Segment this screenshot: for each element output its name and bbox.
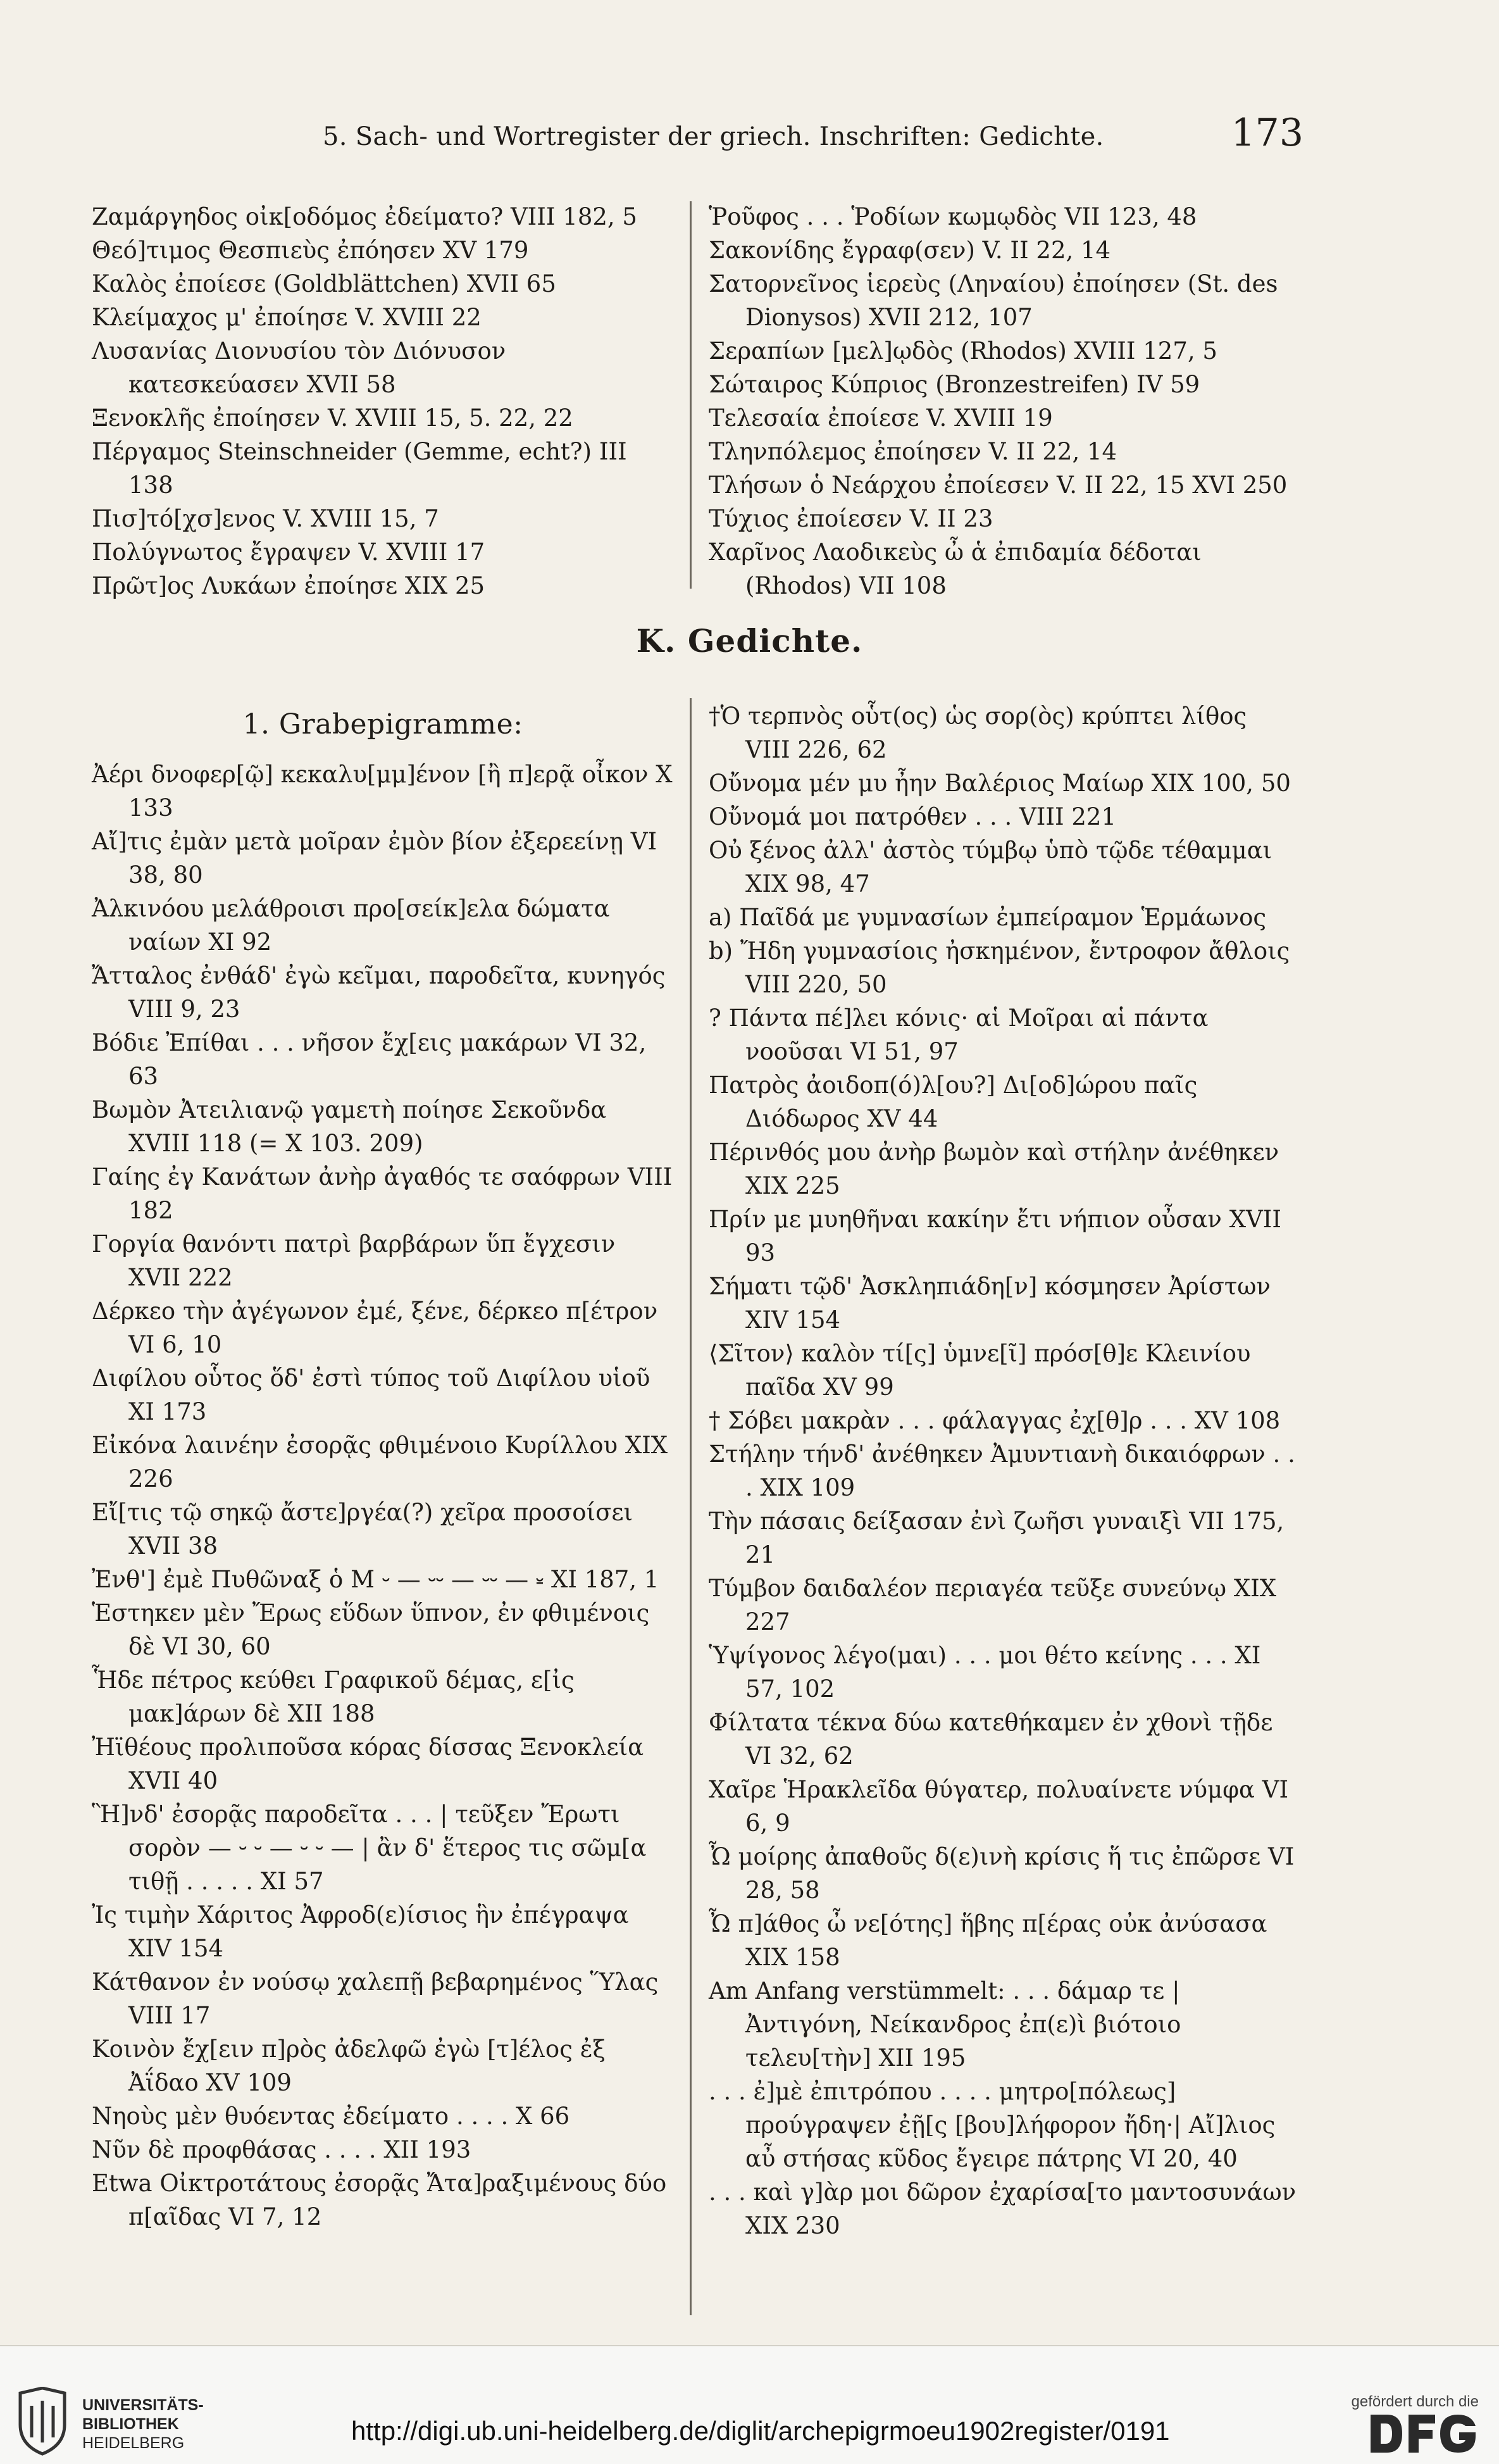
library-name-line: BIBLIOTHEK	[82, 2415, 179, 2433]
index-entry: † Σόβει μακρὰν . . . φάλαγγας ἐχ[θ]ρ . . . XV 108	[709, 1407, 1281, 1434]
page-header	[190, 111, 1303, 161]
index-entry: Εἴ[τις τῷ σηκῷ ἄστε]ργέα(?) χεῖρα προσοίσει XVII 38	[92, 1499, 633, 1560]
index-entry: Ἧδε πέτρος κεύθει Γραφικοῦ δέμας, ε[ἰς μακ]άρων δὲ XII 188	[92, 1667, 575, 1727]
page-number: 173	[1231, 111, 1303, 155]
index-entry: Βωμὸν Ἀτειλιανῷ γαμετὴ ποίησε Σεκοῦνδα XVIII 118 (= X 103. 209)	[92, 1096, 607, 1157]
column-divider-bottom	[690, 698, 692, 2315]
index-entry: †Ὁ τερπνὸς οὗτ(ος) ὡς σορ(ὸς) κρύπτει λίθος VIII 226, 62	[709, 703, 1247, 763]
index-entry: Οὔνομά μοι πατρόθεν . . . VIII 221	[709, 803, 1116, 830]
index-entry: Χαρῖνος Λαοδικεὺς ὦ ἁ ἐπιδαμία δέδοται (Rhodos) VII 108	[709, 539, 1202, 599]
library-name	[82, 2396, 204, 2453]
index-entry: Πατρὸς ἀοιδοπ(ό)λ[ου?] Δι[οδ]ώρου παῖς Διόδωρος XV 44	[709, 1072, 1198, 1132]
index-entry: Εἰκόνα λαινέην ἐσορᾷς φθιμένοιο Κυρίλλου XIX 226	[92, 1432, 668, 1492]
index-column-bottom-right	[709, 699, 1297, 2242]
index-entry: Ὦ π]άθος ὦ νε[ότης] ἥβης π[έρας οὐκ ἀνύσασα XIX 158	[709, 1910, 1267, 1971]
dfg-logo-icon	[1368, 2411, 1479, 2456]
running-title: 5. Sach- und Wortregister der griech. Inschriften: Gedichte.	[323, 122, 1104, 151]
index-entry: Τύμβον δαιδαλέον περιαγέα τεῦξε συνεύνῳ XIX 227	[709, 1575, 1277, 1635]
index-entry: Σεραπίων [μελ]ῳδὸς (Rhodos) XVIII 127, 5	[709, 337, 1217, 365]
index-column-top-right	[709, 200, 1297, 603]
index-entry: Γαίης ἐγ Κανάτων ἀνὴρ ἀγαθός τε σαόφρων VIII 182	[92, 1163, 673, 1224]
index-entry: Νηοὺς μὲν θυόεντας ἐδείματο . . . . X 66	[92, 2103, 570, 2130]
index-entry: ⟨Σῖτον⟩ καλὸν τί[ς] ὑμνε[ῖ] πρόσ[θ]ε Κλεινίου παῖδα XV 99	[709, 1340, 1251, 1401]
index-entry: Οὐ ξένος ἀλλ' ἀστὸς τύμβῳ ὑπὸ τῷδε τέθαμμαι XIX 98, 47	[709, 837, 1272, 897]
index-entry: Am Anfang verstümmelt: . . . δάμαρ τε | Ἀντιγόνη, Νείκανδρος ἐπ(ε)ὶ βιότοιο τελευ[τὴν] XII 195	[709, 1977, 1181, 2072]
heidelberg-library-logo-icon	[14, 2387, 71, 2456]
index-entry: Ξενοκλῆς ἐποίησεν V. XVIII 15, 5. 22, 22	[92, 404, 573, 432]
index-entry: Σατορνεῖνος ἱερεὺς (Ληναίου) ἐποίησεν (St. des Dionysos) XVII 212, 107	[709, 270, 1278, 331]
index-entry: Στήλην τήνδ' ἀνέθηκεν Ἀμυντιανὴ δικαιόφρων . . . XIX 109	[709, 1441, 1295, 1501]
index-entry: Κλείμαχος μ' ἐποίησε V. XVIII 22	[92, 304, 482, 331]
subsection-title: 1. Grabepigramme:	[242, 708, 523, 741]
index-entry: Ζαμάργηδος οἰκ[οδόμος ἐδείματο? VIII 182, 5	[92, 203, 637, 230]
index-entry: Θεό]τιμος Θεσπιεὺς ἐπόησεν XV 179	[92, 237, 529, 264]
index-entry: Etwa Οἰκτροτάτους ἐσορᾷς Ἄτα]ραξιμένους δύο π[αῖδας VI 7, 12	[92, 2170, 667, 2230]
index-entry: Ἠϊθέους προλιποῦσα κόρας δίσσας Ξενοκλεία XVII 40	[92, 1734, 644, 1794]
index-entry: . . . καὶ γ]ὰρ μοι δῶρον ἐχαρίσα[το μαντοσυνάων XIX 230	[709, 2179, 1297, 2239]
index-entry: Κοινὸν ἔχ[ειν π]ρὸς ἀδελφῶ ἐγὼ [τ]έλος ἐξ Ἀΐδαο XV 109	[92, 2036, 606, 2096]
index-entry: Καλὸς ἐποίεσε (Goldblättchen) XVII 65	[92, 270, 556, 297]
index-entry: Γοργία θανόντι πατρὶ βαρβάρων ὕπ ἔγχεσιν XVII 222	[92, 1230, 616, 1291]
index-entry: Τύχιος ἐποίεσεν V. II 23	[709, 505, 993, 532]
index-entry: Ὑψίγονος λέγο(μαι) . . . μοι θέτο κείνης . . . XI 57, 102	[709, 1642, 1261, 1703]
library-name-line: UNIVERSITÄTS-	[82, 2396, 204, 2414]
library-name-line: HEIDELBERG	[82, 2434, 185, 2452]
index-entry: Τλήσων ὁ Νεάρχου ἐποίεσεν V. II 22, 15 XVI 250	[709, 472, 1288, 499]
index-entry: Ἀλκινόου μελάθροισι προ[σείκ]ελα δώματα ναίων XI 92	[92, 895, 610, 956]
index-entry: Ἐνθ'] ἐμὲ Πυθῶναξ ὁ Μ ⏑ — ⏑⏑ — ⏑⏑ — ⏓ XI 187, 1	[92, 1566, 659, 1593]
index-entry: Σώταιρος Κύπριος (Bronzestreifen) IV 59	[709, 371, 1200, 398]
index-entry: Αἴ]τις ἐμὰν μετὰ μοῖραν ἐμὸν βίον ἐξερεείνῃ VI 38, 80	[92, 828, 657, 889]
index-entry: Λυσανίας Διονυσίου τὸν Διόνυσον κατεσκεύασεν XVII 58	[92, 337, 506, 398]
index-column-top-left	[92, 200, 674, 603]
index-entry: Ῥοῦφος . . . Ῥοδίων κωμῳδὸς VII 123, 48	[709, 203, 1197, 230]
index-entry: Πρῶτ]ος Λυκάων ἐποίησε XIX 25	[92, 572, 485, 599]
index-entry: Πέργαμος Steinschneider (Gemme, echt?) III 138	[92, 438, 627, 499]
index-entry: Ἰς τιμὴν Χάριτος Ἀφροδ(ε)ίσιος ἣν ἐπέγραψα XIV 154	[92, 1901, 629, 1962]
index-entry: Διφίλου οὗτος ὅδ' ἐστὶ τύπος τοῦ Διφίλου υἱοῦ XI 173	[92, 1365, 650, 1425]
index-column-bottom-left	[92, 699, 674, 2234]
column-divider-top	[690, 201, 692, 589]
index-entry: Τὴν πάσαις δείξασαν ἐνὶ ζωῆσι γυναιξὶ VII 175, 21	[709, 1508, 1284, 1568]
index-entry: Ὦ μοίρης ἀπαθοῦς δ(ε)ινὴ κρίσις ἥ τις ἐπῶρσε VI 28, 58	[709, 1843, 1295, 1904]
index-entry: Ἄτταλος ἐνθάδ' ἐγὼ κεῖμαι, παροδεῖτα, κυνηγός VIII 9, 23	[92, 962, 666, 1023]
index-entry: Πολύγνωτος ἔγραψεν V. XVIII 17	[92, 539, 485, 566]
index-entry: Βόδιε Ἐπίθαι . . . νῆσον ἔχ[εις μακάρων VI 32, 63	[92, 1029, 647, 1090]
index-entry: Τληνπόλεμος ἐποίησεν V. II 22, 14	[709, 438, 1117, 465]
digitization-footer	[0, 2345, 1499, 2464]
index-entry: Φίλτατα τέκνα δύω κατεθήκαμεν ἐν χθονὶ τῇδε VI 32, 62	[709, 1709, 1273, 1770]
index-entry: Πρίν με μυηθῆναι κακίην ἔτι νήπιον οὖσαν XVII 93	[709, 1206, 1281, 1266]
index-entry: Πέρινθός μου ἀνὴρ βωμὸν καὶ στήλην ἀνέθηκεν XIX 225	[709, 1139, 1279, 1199]
index-entry: Κάτθανον ἐν νούσῳ χαλεπῇ βεβαρημένος Ὕλας VIII 17	[92, 1968, 659, 2029]
index-entry: Σακονίδης ἔγραφ(σεν) V. II 22, 14	[709, 237, 1111, 264]
index-entry: Τελεσαία ἐποίεσε V. XVIII 19	[709, 404, 1053, 432]
section-title: K. Gedichte.	[636, 622, 863, 660]
index-entry: Δέρκεο τὴν ἀγέγωνον ἐμέ, ξένε, δέρκεο π[έτρον VI 6, 10	[92, 1298, 658, 1358]
index-entry: . . . ἐ]μὲ ἐπιτρόπου . . . . μητρο[πόλεως] προύγραψεν ἐῇ[ς [βου]λήφορον ἤδη·| Αἴ]λιος αὖ στήσας κῦδος ἔγειρε πάτρης VI 20, 40	[709, 2078, 1276, 2172]
index-entry: Σήματι τῷδ' Ἀσκληπιάδη[ν] κόσμησεν Ἀρίστων XIV 154	[709, 1273, 1271, 1334]
index-entry: ? Πάντα πέ]λει κόνις· αἱ Μοῖραι αἱ πάντα νοοῦσαι VI 51, 97	[709, 1004, 1209, 1065]
index-entry: Οὔνομα μέν μυ ἦην Βαλέριος Μαίωρ XIX 100, 50	[709, 770, 1291, 797]
permalink-url[interactable]: http://digi.ub.uni-heidelberg.de/diglit/archepigrmoeu1902register/0191	[351, 2416, 1170, 2446]
index-entry: Νῦν δὲ προφθάσας . . . . XII 193	[92, 2136, 471, 2163]
index-entry: Χαῖρε Ἡρακλεῖδα θύγατερ, πολυαίνετε νύμφα VI 6, 9	[709, 1776, 1289, 1837]
index-entry: Ἣ]νδ' ἐσορᾷς παροδεῖτα . . . | τεῦξεν Ἔρωτι σορὸν — ⏑ ⏑ — ⏑ ⏑ — | ἂν δ' ἕτερος τις σῶμ[α τιθῇ . . . . . XI 57	[92, 1801, 647, 1895]
funded-by-label: gefördert durch die	[1351, 2393, 1479, 2410]
index-entry: b) Ἤδη γυμνασίοις ἠσκημένον, ἔντροφον ἄθλοις VIII 220, 50	[709, 937, 1290, 998]
index-entry: Ἀέρι δνοφερ[ῷ] κεκαλυ[μμ]ένον [ἢ π]ερᾷ οἶκον X 133	[92, 761, 673, 822]
index-entry: Ἑστηκεν μὲν Ἔρως εὕδων ὕπνον, ἐν φθιμένοις δὲ VI 30, 60	[92, 1599, 650, 1660]
index-entry: Πισ]τό[χσ]ενος V. XVIII 15, 7	[92, 505, 439, 532]
index-entry: a) Παῖδά με γυμνασίων ἐμπείραμον Ἑρμάωνος	[709, 904, 1267, 931]
